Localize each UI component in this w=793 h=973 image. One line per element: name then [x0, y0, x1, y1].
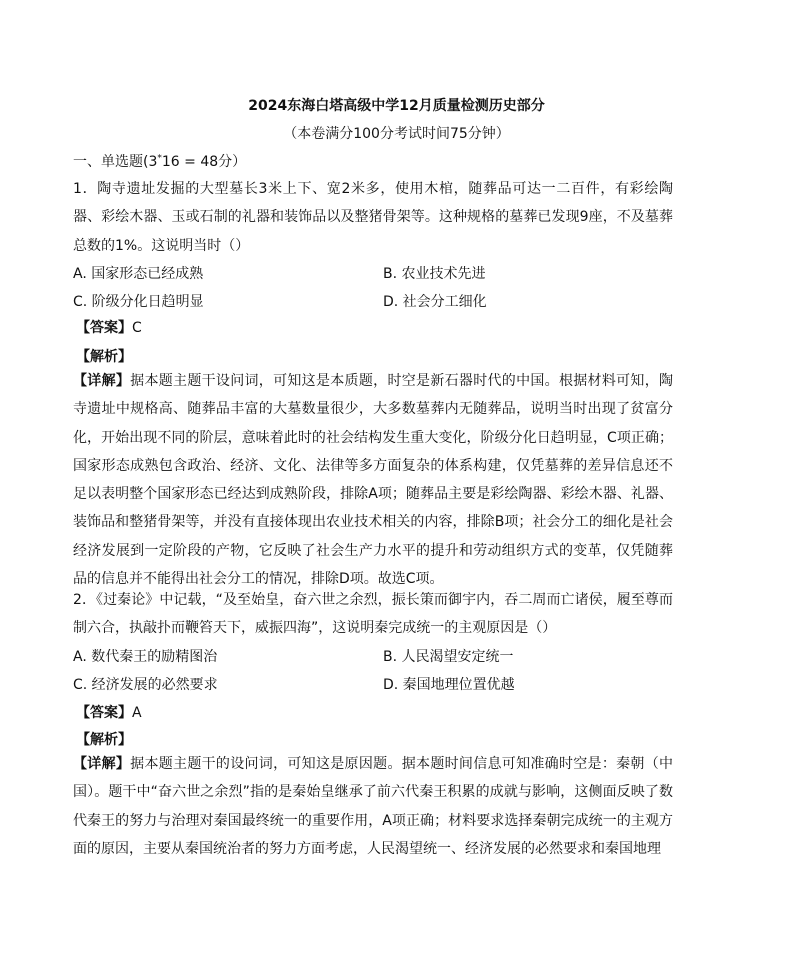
question-1-answer: [76, 317, 142, 337]
section-multiply-sign: *: [157, 153, 162, 164]
document-subtitle: （本卷满分100分考试时间75分钟）: [283, 126, 510, 142]
question-2-stem: 2．《过秦论》中记载，“及至始皇，奋六世之余烈，振长策而御宇内，吞二周而亡诸侯，履至尊而制六合，执敲扑而鞭笞天下，威振四海”，这说明秦完成统一的主观原因是（）: [73, 592, 673, 637]
question-2-option-b: B. 人民渴望安定统一: [383, 649, 514, 665]
answer-label: 【答案】: [76, 320, 132, 336]
section-suffix: 16 = 48分）: [161, 154, 247, 170]
question-1-option-c: C. 阶级分化日趋明显: [73, 294, 204, 310]
question-1-analysis-label: 【解析】: [76, 349, 132, 365]
question-2-detail: [73, 750, 673, 863]
question-1-detail: [73, 367, 673, 593]
question-1-stem: 1．陶寺遗址发掘的大型墓长3米上下、宽2米多，使用木棺，随葬品可达一二百件，有彩绘陶器、彩绘木器、玉或石制的礼器和装饰品以及整猪骨架等。这种规格的墓葬已发现9座，不及墓葬总数的1%。这说明当时（）: [73, 181, 673, 254]
answer-value: A: [132, 705, 142, 721]
question-1-option-b: B. 农业技术先进: [383, 266, 486, 282]
detail-text: 据本题主题干的设问词，可知这是原因题。据本题时间信息可知准确时空是：秦朝（中国）。题干中“奋六世之余烈”指的是秦始皇继承了前六代秦王积累的成就与影响，这侧面反映了数代秦王的努力与治理对秦国最终统一的重要作用，A项正确；材料要求选择秦朝完成统一的主观方面的原因，主要从秦国统治者的努力方面考虑，人民渴望统一、经济发展的必然要求和秦国地理: [73, 756, 673, 857]
question-1-option-d: D. 社会分工细化: [383, 294, 487, 310]
question-2-option-d: D. 秦国地理位置优越: [383, 677, 515, 693]
question-2-answer: [76, 702, 142, 722]
detail-label: 【详解】: [73, 373, 131, 389]
question-2-analysis-label: 【解析】: [76, 732, 132, 748]
detail-text: 据本题主题干设问词，可知这是本质题，时空是新石器时代的中国。根据材料可知，陶寺遗址中规格高、随葬品丰富的大墓数量很少，大多数墓葬内无随葬品，说明当时出现了贫富分化，开始出现不同的阶层，意味着此时的社会结构发生重大变化，阶级分化日趋明显，C项正确；国家形态成熟包含政治、经济、文化、法律等多方面复杂的体系构建，仅凭墓葬的差异信息还不足以表明整个国家形态已经达到成熟阶段，排除A项；随葬品主要是彩绘陶器、彩绘木器、礼器、装饰品和整猪骨架等，并没有直接体现出农业技术相关的内容，排除B项；社会分工的细化是社会经济发展到一定阶段的产物，它反映了社会生产力水平的提升和劳动组织方式的变革，仅凭随葬品的信息并不能得出社会分工的情况，排除D项。故选C项。: [73, 373, 673, 588]
question-1-option-a: A. 国家形态已经成熟: [73, 266, 204, 282]
section-heading: [73, 151, 246, 171]
answer-label: 【答案】: [76, 705, 132, 721]
section-prefix: 一、单选题(3: [73, 154, 158, 170]
question-2-option-c: C. 经济发展的必然要求: [73, 677, 218, 693]
question-2-option-a: A. 数代秦王的励精图治: [73, 649, 218, 665]
document-title: 2024东海白塔高级中学12月质量检测历史部分: [248, 98, 545, 114]
detail-label: 【详解】: [73, 756, 131, 772]
answer-value: C: [132, 320, 142, 336]
